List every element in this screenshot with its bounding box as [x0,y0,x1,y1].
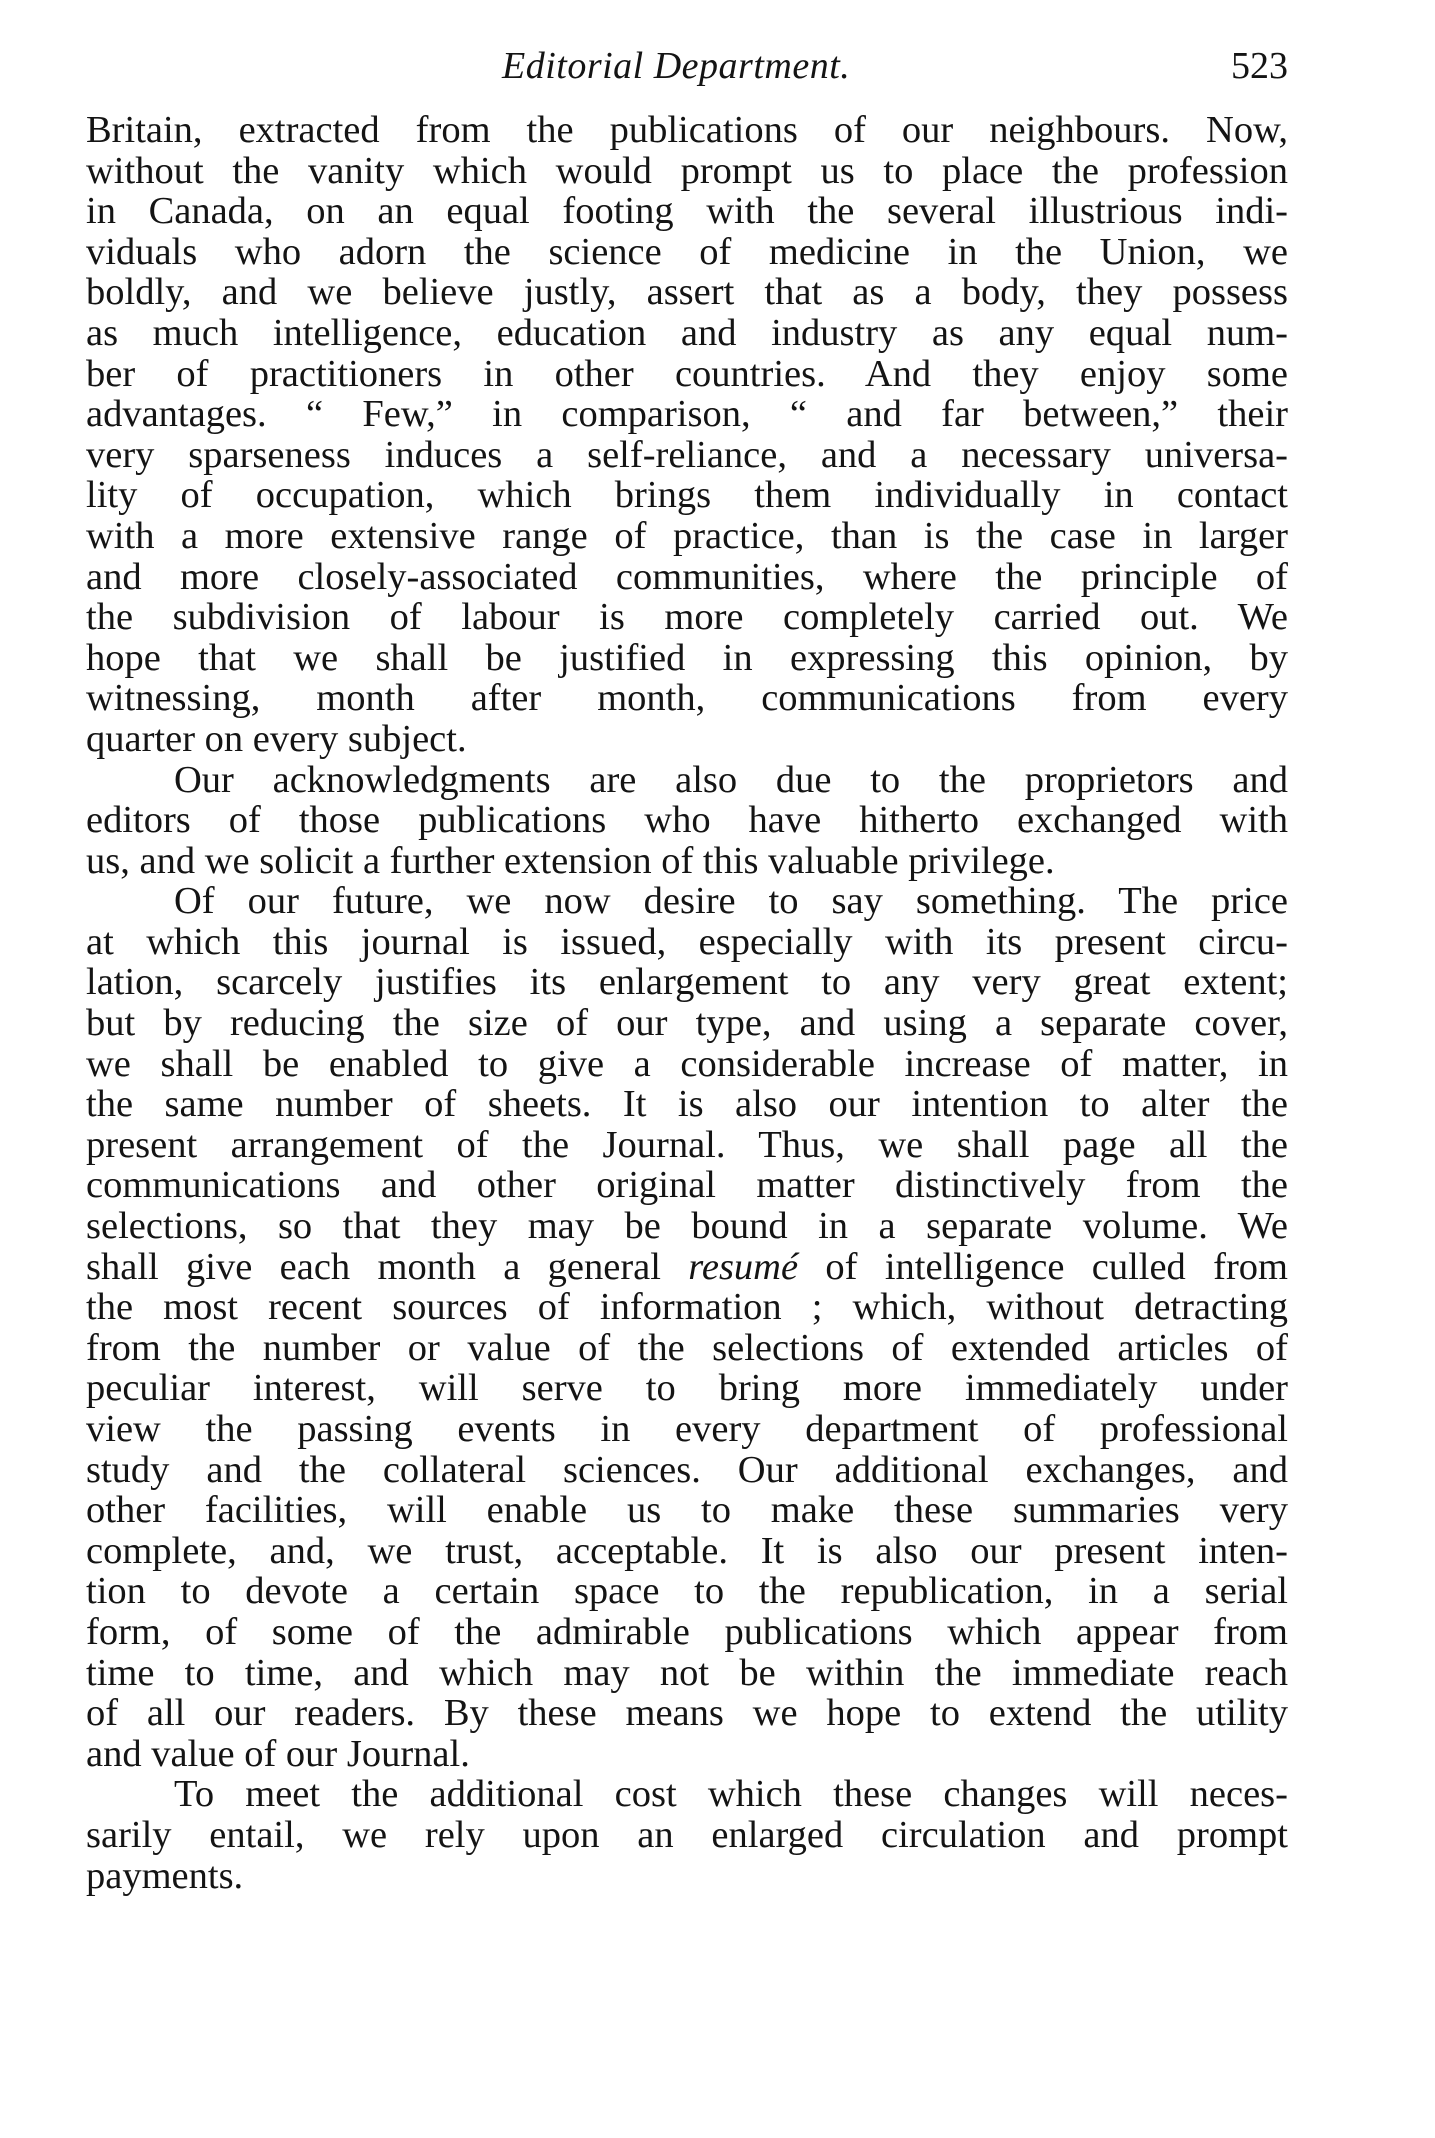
text-line: the same number of sheets. It is also our intention to alter the [86,1084,1288,1125]
text-segment: of intelligence culled from [798,1246,1288,1288]
text-line: study and the collateral sciences. Our additional exchanges, and [86,1449,1288,1491]
paragraph [86,760,1288,882]
text-line: lation, scarcely justifies its enlargement to any very great extent; [86,962,1288,1004]
text-line: we shall be enabled to give a considerable increase of matter, in [86,1043,1288,1085]
text-line: boldly, and we believe justly, assert that as a body, they possess [86,272,1288,313]
italic-word: resumé [688,1246,799,1288]
text-line: peculiar interest, will serve to bring more immediately under [86,1368,1288,1409]
text-line: as much intelligence, education and industry as any equal num- [86,312,1288,354]
text-line: advantages. “ Few,” in comparison, “ and far between,” their [86,394,1288,435]
text-line: Britain, extracted from the publications of our neighbours. Now, [86,110,1288,151]
text-line: sarily entail, we rely upon an enlarged circulation and prompt [86,1814,1288,1856]
text-line: Our acknowledgments are also due to the proprietors and [174,759,1288,801]
text-line: tion to devote a certain space to the republication, in a serial [86,1571,1288,1612]
text-line: complete, and, we trust, acceptable. It is also our present inten- [86,1530,1288,1572]
text-line: with a more extensive range of practice, than is the case in larger [86,515,1288,557]
page-header [86,40,1288,100]
text-line: To meet the additional cost which these changes will neces- [174,1774,1288,1815]
text-line: without the vanity which would prompt us to place the profession [86,150,1288,192]
text-line: and more closely-associated communities, where the principle of [86,556,1288,598]
text-line: other facilities, will enable us to make these summaries very [86,1490,1288,1531]
text-line: but by reducing the size of our type, and using a separate cover, [86,1003,1288,1044]
text-line: communications and other original matter distinctively from the [86,1165,1288,1207]
text-line: in Canada, on an equal footing with the several illustrious indi- [86,191,1288,232]
text-line: at which this journal is issued, especially with its present circu- [86,921,1288,963]
text-line: and value of our Journal. [86,1733,470,1775]
paragraph [86,881,1288,1774]
text-line: ber of practitioners in other countries. And they enjoy some [86,353,1288,395]
text-line [86,1247,1288,1288]
text-line: us, and we solicit a further extension of this valuable privilege. [86,840,1055,882]
text-line: witnessing, month after month, communications from every [86,678,1288,719]
text-line: the subdivision of labour is more completely carried out. We [86,597,1288,638]
body-text [86,110,1288,1896]
text-line: quarter on every subject. [86,718,467,760]
text-line: view the passing events in every department of professional [86,1409,1288,1450]
text-line: payments. [86,1855,244,1897]
page-number: 523 [1231,45,1288,87]
text-line: very sparseness induces a self-reliance, and a necessary universa- [86,434,1288,476]
text-line: lity of occupation, which brings them individually in contact [86,475,1288,516]
running-head: Editorial Department. [502,45,851,87]
text-line: time to time, and which may not be within the immediate reach [86,1652,1288,1694]
text-line: editors of those publications who have hitherto exchanged with [86,800,1288,841]
text-line: of all our readers. By these means we hope to extend the utility [86,1693,1288,1734]
text-line: selections, so that they may be bound in a separate volume. We [86,1206,1288,1247]
text-line: from the number or value of the selections of extended articles of [86,1327,1288,1369]
text-line: hope that we shall be justified in expressing this opinion, by [86,637,1288,679]
text-line: present arrangement of the Journal. Thus, we shall page all the [86,1124,1288,1166]
paragraph [86,1774,1288,1896]
text-line: the most recent sources of information ; which, without detracting [86,1287,1288,1328]
text-line: Of our future, we now desire to say something. The price [174,881,1288,922]
text-line: form, of some of the admirable publications which appear from [86,1611,1288,1653]
text-segment: shall give each month a general [86,1246,689,1288]
paragraph [86,110,1288,760]
text-line: viduals who adorn the science of medicine in the Union, we [86,231,1288,273]
